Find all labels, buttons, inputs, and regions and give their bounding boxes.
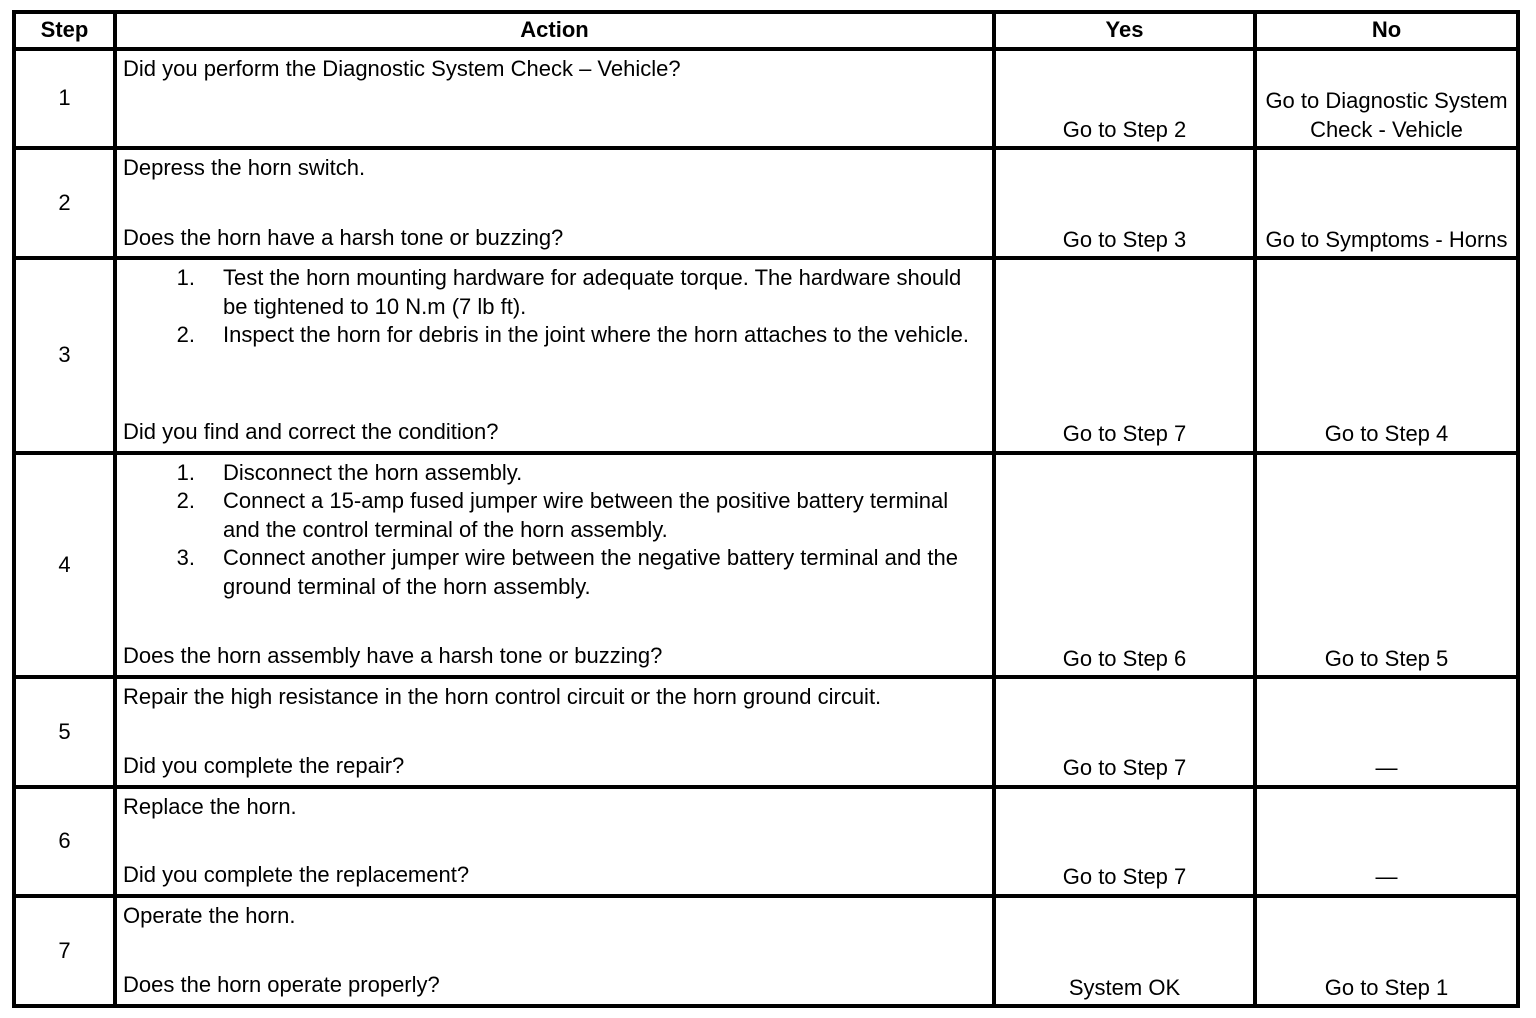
substep-text: Connect a 15-amp fused jumper wire between the positive battery terminal and the control terminal of the horn assembly. bbox=[223, 488, 949, 542]
action-content bbox=[117, 51, 992, 144]
action-content bbox=[117, 455, 992, 673]
action-instructions bbox=[123, 459, 986, 602]
substep-text: Inspect the horn for debris in the joint where the horn attaches to the vehicle. bbox=[223, 322, 970, 348]
action-cell bbox=[115, 453, 994, 677]
action-content bbox=[117, 679, 992, 782]
action-instructions bbox=[123, 902, 986, 931]
table-row bbox=[14, 148, 1518, 258]
substep-text: Disconnect the horn assembly. bbox=[223, 459, 523, 485]
substep-number: 1. bbox=[176, 459, 195, 485]
list-item bbox=[123, 264, 986, 321]
no-result: — bbox=[1255, 787, 1518, 896]
yes-result: System OK bbox=[994, 896, 1255, 1006]
action-question: Did you complete the replacement? bbox=[123, 862, 470, 888]
list-item bbox=[123, 459, 986, 488]
action-content bbox=[117, 898, 992, 1002]
action-question: Did you find and correct the condition? bbox=[123, 418, 499, 444]
header-row bbox=[14, 12, 1518, 49]
yes-result: Go to Step 7 bbox=[994, 258, 1255, 452]
list-item bbox=[123, 321, 986, 350]
substep-list bbox=[123, 459, 986, 602]
action-instructions bbox=[123, 154, 986, 183]
no-result: — bbox=[1255, 677, 1518, 786]
step-number: 6 bbox=[14, 787, 115, 896]
action-intro-text: Depress the horn switch. bbox=[123, 155, 366, 181]
no-result: Go to Step 1 bbox=[1255, 896, 1518, 1006]
yes-result: Go to Step 2 bbox=[994, 49, 1255, 148]
step-number: 1 bbox=[14, 49, 115, 148]
substep-text: Connect another jumper wire between the negative battery terminal and the ground terminal of the horn assembly. bbox=[223, 545, 958, 599]
action-question: Does the horn operate properly? bbox=[123, 972, 440, 998]
table-body bbox=[14, 49, 1518, 1006]
list-item bbox=[123, 544, 986, 601]
diagnostic-table bbox=[12, 10, 1520, 1008]
table-row bbox=[14, 49, 1518, 148]
list-item bbox=[123, 487, 986, 544]
action-question: Does the horn assembly have a harsh tone or buzzing? bbox=[123, 643, 663, 669]
table-row bbox=[14, 258, 1518, 452]
action-content bbox=[117, 150, 992, 254]
action-intro-text: Operate the horn. bbox=[123, 902, 296, 928]
step-number: 2 bbox=[14, 148, 115, 258]
action-question: Does the horn have a harsh tone or buzzing? bbox=[123, 224, 564, 250]
table-row bbox=[14, 677, 1518, 786]
substep-number: 2. bbox=[176, 322, 195, 348]
table-row bbox=[14, 787, 1518, 896]
action-cell bbox=[115, 677, 994, 786]
no-result: Go to Step 5 bbox=[1255, 453, 1518, 677]
substep-number: 3. bbox=[176, 545, 195, 571]
header-step: Step bbox=[14, 12, 115, 49]
action-intro-text: Did you perform the Diagnostic System Check – Vehicle? bbox=[123, 56, 681, 81]
substep-number: 1. bbox=[176, 265, 195, 291]
no-result: Go to Symptoms - Horns bbox=[1255, 148, 1518, 258]
yes-result: Go to Step 3 bbox=[994, 148, 1255, 258]
header-no: No bbox=[1255, 12, 1518, 49]
yes-result: Go to Step 7 bbox=[994, 787, 1255, 896]
action-cell bbox=[115, 148, 994, 258]
action-cell bbox=[115, 258, 994, 452]
action-cell bbox=[115, 896, 994, 1006]
table-row bbox=[14, 896, 1518, 1006]
action-content bbox=[117, 789, 992, 892]
step-number: 7 bbox=[14, 896, 115, 1006]
step-number: 5 bbox=[14, 677, 115, 786]
step-number: 3 bbox=[14, 258, 115, 452]
substep-list bbox=[123, 264, 986, 350]
table-row bbox=[14, 453, 1518, 677]
action-intro-text: Replace the horn. bbox=[123, 793, 297, 819]
header-action: Action bbox=[115, 12, 994, 49]
action-instructions bbox=[123, 264, 986, 350]
action-content bbox=[117, 260, 992, 448]
header-yes: Yes bbox=[994, 12, 1255, 49]
action-cell bbox=[115, 49, 994, 148]
no-result: Go to Step 4 bbox=[1255, 258, 1518, 452]
action-question: Did you complete the repair? bbox=[123, 752, 405, 778]
yes-result: Go to Step 7 bbox=[994, 677, 1255, 786]
action-instructions bbox=[123, 793, 986, 822]
action-instructions bbox=[123, 683, 986, 712]
action-instructions bbox=[123, 55, 986, 84]
action-cell bbox=[115, 787, 994, 896]
action-intro-text: Repair the high resistance in the horn control circuit or the horn ground circuit. bbox=[123, 684, 882, 710]
yes-result: Go to Step 6 bbox=[994, 453, 1255, 677]
step-number: 4 bbox=[14, 453, 115, 677]
substep-number: 2. bbox=[176, 488, 195, 514]
substep-text: Test the horn mounting hardware for adequate torque. The hardware should be tightened to 10 N.m (7 lb ft). bbox=[223, 265, 962, 319]
no-result: Go to Diagnostic System Check - Vehicle bbox=[1255, 49, 1518, 148]
